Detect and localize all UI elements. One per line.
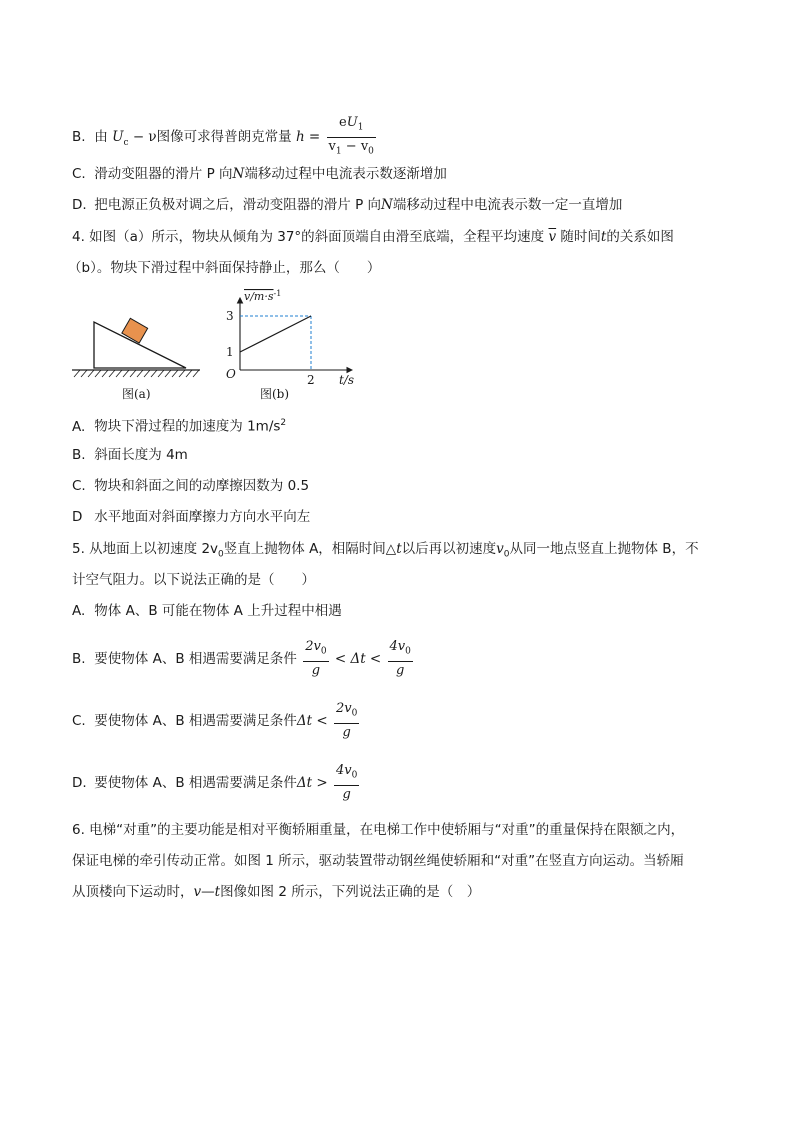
symbol-u: U: [346, 115, 358, 130]
symbol-n: N: [232, 166, 245, 182]
figure-a-caption: 图(a): [122, 387, 151, 400]
symbol-h: h: [295, 129, 305, 146]
text: （b）。物块下滑过程中斜面保持静止，那么（ ）: [68, 260, 381, 276]
q3-option-c: [72, 164, 447, 184]
minus: −: [341, 138, 361, 154]
y-axis-label-text: v/m·s: [244, 290, 274, 303]
q4-option-a: [72, 413, 286, 437]
origin-label: O: [226, 367, 236, 381]
q5-stem-line2: [72, 570, 315, 590]
q4-option-c: [72, 476, 309, 496]
equals: =: [304, 129, 325, 146]
subscript: 0: [503, 549, 510, 560]
denominator: g: [396, 662, 405, 678]
subscript: 1: [335, 146, 342, 157]
y-tick-1: 1: [226, 345, 234, 359]
symbol-u: U: [112, 129, 124, 146]
y-tick-3: 3: [226, 309, 234, 323]
y-axis-label: [244, 289, 281, 303]
subscript: 0: [351, 770, 358, 781]
option-text: 斜面长度为 4m: [94, 447, 188, 463]
text: 图像可求得普朗克常量: [156, 129, 292, 146]
subscript: c: [123, 137, 129, 148]
option-text: 水平地面对斜面摩擦力方向水平向左: [94, 509, 311, 525]
q5-option-b: [72, 638, 415, 678]
option-text: 物体 A、B 可能在物体 A 上升过程中相遇: [94, 603, 342, 619]
numerator: 2v: [305, 639, 321, 654]
subscript: 1: [357, 122, 364, 133]
planck-fraction: [327, 114, 376, 160]
symbol-v: v: [360, 138, 369, 154]
inequality: Δt <: [296, 712, 332, 729]
text: 计空气阻力。以下说法正确的是（ ）: [72, 572, 315, 588]
inequality: Δt >: [296, 774, 332, 791]
text: 4. 如图（a）所示，物块从倾角为 37°的斜面顶端自由滑至底端，全程平均速度: [72, 229, 545, 245]
vt-symbol: v—t: [193, 884, 221, 900]
figure-a-incline: [70, 310, 205, 400]
q4-option-b: [72, 445, 188, 465]
q4-stem-line1: [72, 227, 674, 247]
text: 从同一地点竖直上抛物体 B，不: [509, 541, 699, 557]
symbol-v: v: [328, 138, 336, 154]
option-label: A.: [72, 418, 86, 435]
x-axis-label: t/s: [339, 373, 355, 387]
option-label: B.: [72, 129, 86, 146]
symbol-e: e: [339, 115, 347, 130]
denominator: g: [311, 662, 321, 678]
fraction-2v0-over-g: [303, 638, 328, 680]
numerator: 2v: [335, 701, 352, 716]
option-label: D.: [72, 774, 87, 791]
average-velocity-symbol: $\overline{v}$: [548, 229, 557, 245]
figure-b-caption: 图(b): [260, 387, 290, 401]
numerator: 4v: [389, 639, 406, 654]
inequality: < Δt <: [330, 650, 386, 667]
text: 由: [94, 129, 108, 146]
block: [122, 318, 148, 343]
text: 5. 从地面上以初速度 2v: [72, 541, 219, 557]
subscript: 0: [218, 549, 224, 560]
option-label: D.: [72, 197, 87, 213]
option-label: B.: [72, 447, 86, 463]
text: 6. 电梯“对重”的主要功能是相对平衡轿厢重量，在电梯工作中使轿厢与“对重”的重量保持在限额之内，: [72, 822, 685, 838]
text: 以后再以初速度: [401, 541, 497, 557]
fraction-4v0-over-g: [334, 762, 359, 804]
text: 端移动过程中电流表示数逐渐增加: [244, 166, 447, 182]
denominator: g: [342, 786, 351, 802]
symbol-nu: − ν: [128, 129, 157, 146]
q5-option-a: [72, 601, 342, 621]
subscript: 0: [405, 646, 411, 657]
text: 保证电梯的牵引传动正常。如图 1 所示，驱动装置带动钢丝绳使轿厢和“对重”在竖直方向运动。当轿厢: [72, 853, 684, 869]
option-label: C.: [72, 166, 86, 182]
text: 滑动变阻器的滑片 P 向: [94, 166, 233, 182]
figure-b-graph: [222, 288, 362, 403]
option-label: B.: [72, 650, 86, 667]
text: 端移动过程中电流表示数一定一直增加: [392, 197, 623, 213]
numerator: 4v: [335, 763, 352, 778]
y-axis-label-sup: -1: [273, 289, 282, 298]
text: 的关系如图: [606, 229, 674, 245]
option-text: 物块下滑过程的加速度为 1m/s: [94, 418, 281, 435]
option-label: D: [72, 509, 83, 525]
symbol-n: N: [381, 197, 393, 213]
option-text: 要使物体 A、B 相遇需要满足条件: [94, 712, 297, 729]
q5-option-c: [72, 700, 361, 740]
q4-option-d: [72, 507, 310, 527]
q6-stem-line3: [72, 882, 480, 902]
text: 图像如图 2 所示，下列说法正确的是（ ）: [220, 884, 481, 900]
option-text: 物块和斜面之间的动摩擦因数为 0.5: [94, 478, 310, 494]
q4-stem-line2: [68, 258, 380, 278]
option-text: 要使物体 A、B 相遇需要满足条件: [94, 774, 297, 791]
option-label: C.: [72, 478, 86, 494]
q6-stem-line1: [72, 820, 684, 840]
fraction-2v0-over-g: [334, 700, 359, 742]
text: 从顶楼向下运动时，: [72, 884, 194, 900]
q5-option-d: [72, 762, 361, 802]
q5-stem-line1: [72, 539, 699, 565]
q6-stem-line2: [72, 851, 684, 871]
subscript: 0: [320, 646, 327, 657]
text: 随时间: [560, 229, 601, 245]
velocity-line: [240, 316, 311, 352]
denominator: g: [342, 724, 351, 740]
fraction-4v0-over-g: [388, 638, 413, 680]
option-label: A.: [72, 603, 86, 619]
option-label: C.: [72, 712, 86, 729]
symbol-t: t: [600, 229, 607, 245]
q3-option-d: [72, 195, 622, 215]
q3-option-b: [72, 114, 378, 157]
ground-hatching: [74, 370, 199, 377]
subscript: 0: [351, 708, 358, 719]
subscript: 0: [368, 146, 374, 157]
symbol-v: v: [496, 541, 504, 557]
option-text: 要使物体 A、B 相遇需要满足条件: [94, 650, 297, 667]
x-tick-2: 2: [307, 373, 315, 387]
text: 竖直上抛物体 A，相隔时间△: [223, 541, 397, 557]
superscript: 2: [280, 418, 287, 428]
text: 把电源正负极对调之后，滑动变阻器的滑片 P 向: [94, 197, 382, 213]
symbol-t: t: [396, 541, 402, 557]
